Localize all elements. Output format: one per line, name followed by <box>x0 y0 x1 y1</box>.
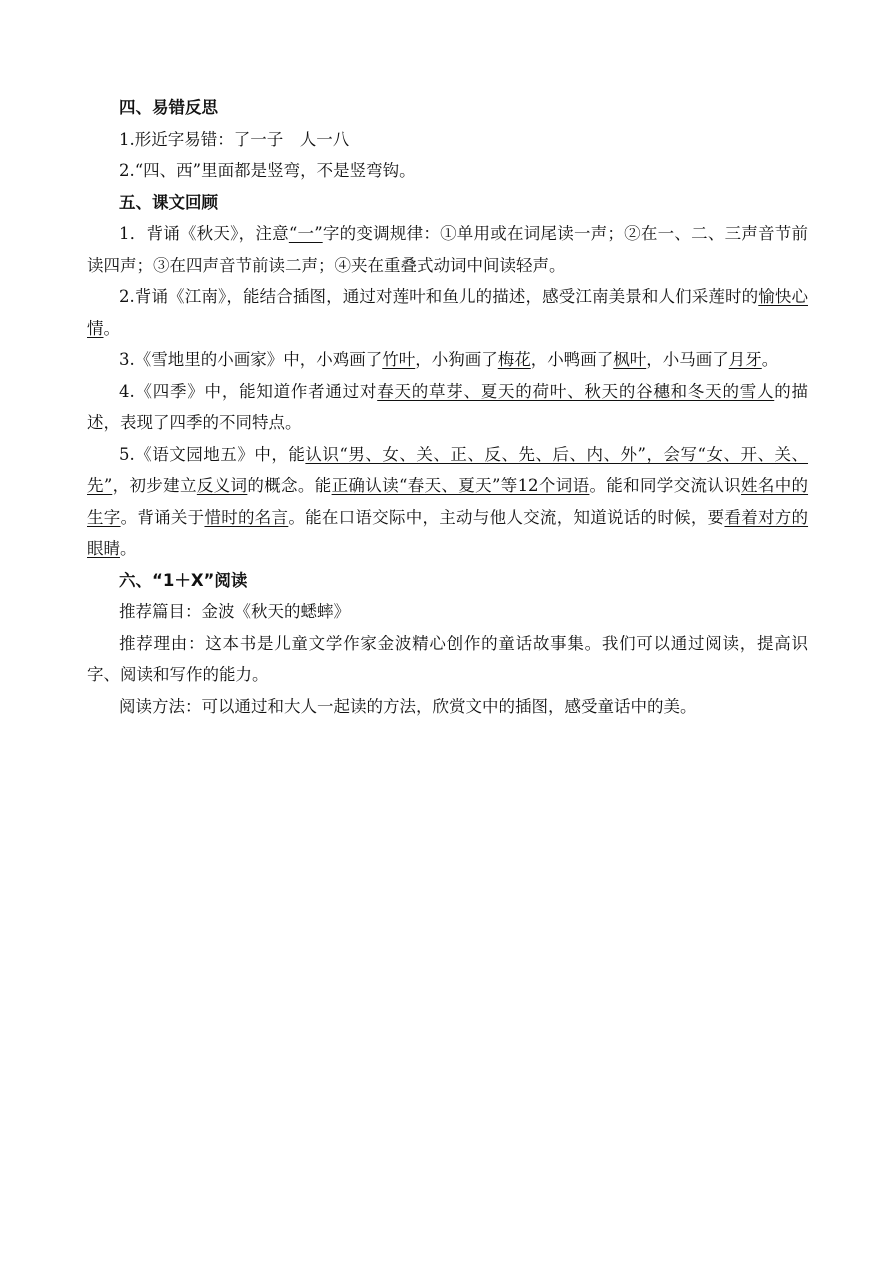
text-run: 。 <box>761 350 779 369</box>
text-run: 。 <box>103 318 120 338</box>
underlined-answer: 枫叶 <box>613 350 647 369</box>
text-run: 的概念。能 <box>247 476 332 495</box>
text-run: 。 <box>120 539 137 558</box>
text-run: ，小马画了 <box>646 350 729 369</box>
s5-paragraph-2 <box>87 281 808 344</box>
section-heading-5: 五、课文回顾 <box>119 192 218 212</box>
underlined-answer: 愉快心情 <box>87 287 808 338</box>
text-run: 。能和同学交流认识 <box>589 476 742 495</box>
text-run: 5.《语文园地五》中，能 <box>119 444 306 464</box>
s5-paragraph-3 <box>87 344 808 376</box>
text-run: ，初步建立 <box>112 476 197 495</box>
underlined-answer: 正确认读“春天、夏天”等12个词语 <box>331 476 590 495</box>
text-run: ，小鸭画了 <box>530 350 614 369</box>
underlined-answer: “一” <box>288 224 323 243</box>
section-heading-4: 四、易错反思 <box>119 98 218 117</box>
underlined-answer: 竹叶 <box>382 350 416 369</box>
text-run: 。背诵关于 <box>120 507 205 527</box>
underlined-answer: 春天的草芽、夏天的荷叶、秋天的谷穗和冬天的雪人 <box>377 381 775 401</box>
underlined-answer: 月牙 <box>728 350 762 369</box>
s5-paragraph-5 <box>87 439 808 565</box>
text-run: 1．背诵《秋天》，注意 <box>119 224 289 243</box>
underlined-answer: 梅花 <box>497 350 531 369</box>
text-run: 。能在口语交际中，主动与他人交流，知道说话的时候，要 <box>288 507 725 527</box>
underlined-answer: 看着对方的眼睛 <box>87 507 809 558</box>
text-run: 字的变调规律：①单用或在词尾读一声；②在一、二、三声音节前读四声；③在四声音节前读二声；④夹在重叠式动词中间读轻声。 <box>87 224 809 275</box>
underlined-answer: 认识“男、女、关、正、反、先、后、内、外”，会写“女、开、关、先” <box>87 444 809 495</box>
underlined-answer: 姓名中的生字 <box>87 476 809 527</box>
s6-paragraph-3: 阅读方法：可以通过和大人一起读的方法，欣赏文中的插图，感受童话中的美。 <box>119 696 697 716</box>
text-run: 4.《四季》中，能知道作者通过对 <box>119 381 378 401</box>
s4-paragraph-1: 1.形近字易错：了一子 人一八 <box>119 129 350 149</box>
text-run: 的描述，表现了四季的不同特点。 <box>87 381 808 432</box>
underlined-answer: 反义词 <box>196 476 248 495</box>
text-run: 3.《雪地里的小画家》中，小鸡画了 <box>119 350 383 369</box>
s6-paragraph-2: 推荐理由：这本书是儿童文学作家金波精心创作的童话故事集。我们可以通过阅读，提高识字、阅读和写作的能力。 <box>87 633 808 684</box>
s4-paragraph-2: 2.“四、西”里面都是竖弯，不是竖弯钩。 <box>119 161 416 180</box>
s5-paragraph-4 <box>87 376 808 439</box>
s6-paragraph-1: 推荐篇目：金波《秋天的蟋蟀》 <box>119 602 350 621</box>
section-heading-6: 六、“1＋X”阅读 <box>119 570 248 590</box>
document-page <box>87 92 808 722</box>
s5-paragraph-1 <box>87 218 808 281</box>
text-run: 2.背诵《江南》，能结合插图，通过对莲叶和鱼儿的描述，感受江南美景和人们采莲时的 <box>119 287 759 306</box>
text-run: ，小狗画了 <box>415 350 498 369</box>
underlined-answer: 惜时的名言 <box>204 507 289 527</box>
